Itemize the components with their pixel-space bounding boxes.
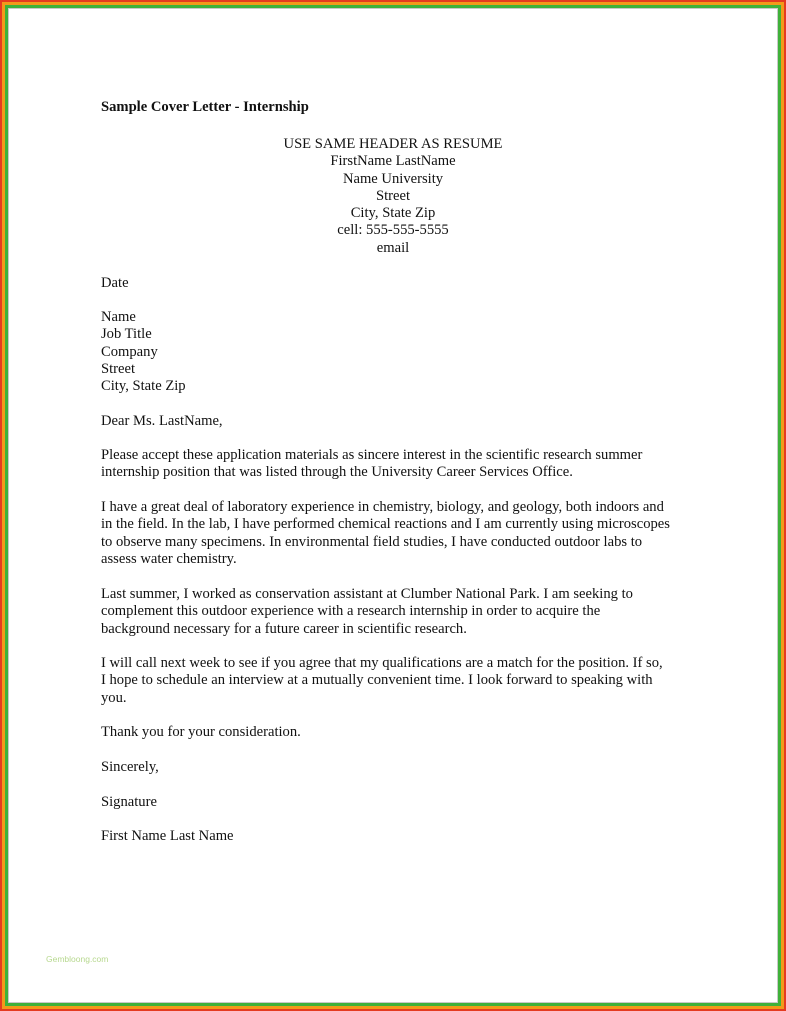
recipient-street: Street	[101, 360, 136, 377]
header-email: email	[376, 239, 410, 256]
letter-date: Date	[101, 275, 129, 291]
paragraph-2	[101, 499, 670, 568]
paragraph-4	[101, 655, 663, 707]
header-city: City, State Zip	[350, 205, 436, 222]
header-university: Name University	[342, 170, 444, 187]
paragraph-line: assess water chemistry.	[101, 550, 237, 567]
thanks-line: Thank you for your consideration.	[101, 724, 301, 740]
paragraph-line: Last summer, I worked as conservation assistant at Clumber National Park. I am seeking to	[101, 586, 633, 602]
paragraph-line: in the field. In the lab, I have performed chemical reactions and I am currently using microscopes	[101, 516, 670, 533]
paragraph-1	[101, 447, 642, 482]
recipient-company: Company	[101, 343, 158, 360]
paragraph-line: complement this outdoor experience with a research internship in order to acquire the	[101, 603, 601, 620]
signature: Signature	[101, 794, 157, 810]
paragraph-line: I hope to schedule an interview at a mutually convenient time. I look forward to speaking with	[101, 672, 653, 689]
paragraph-line: internship position that was listed through the University Career Services Office.	[101, 464, 573, 481]
header-cell: cell: 555-555-5555	[337, 222, 449, 239]
paragraph-line: I have a great deal of laboratory experience in chemistry, biology, and geology, both indoors and	[101, 499, 664, 515]
header-instruction: USE SAME HEADER AS RESUME	[283, 136, 503, 152]
paragraph-line: I will call next week to see if you agree that my qualifications are a match for the position. If so,	[101, 655, 663, 671]
recipient-name: Name	[101, 309, 136, 325]
signer-name: First Name Last Name	[101, 828, 234, 844]
paragraph-line: to observe many specimens. In environmental field studies, I have conducted outdoor labs to	[101, 533, 643, 550]
letter-title: Sample Cover Letter - Internship	[101, 99, 309, 115]
recipient-block	[101, 309, 186, 395]
paragraph-3	[101, 586, 633, 638]
paragraph-line: Please accept these application materials as sincere interest in the scientific research summer	[101, 447, 643, 463]
recipient-job-title: Job Title	[101, 326, 152, 343]
paragraph-line: you.	[101, 689, 127, 706]
cover-letter	[101, 99, 701, 844]
watermark-text: Gembloong.com	[46, 954, 109, 964]
recipient-city: City, State Zip	[101, 378, 186, 395]
paragraph-line: background necessary for a future career in scientific research.	[101, 620, 467, 637]
header-name: FirstName LastName	[330, 153, 456, 170]
letter-header	[101, 136, 685, 257]
salutation: Dear Ms. LastName,	[101, 413, 223, 429]
closing: Sincerely,	[101, 759, 159, 775]
header-street: Street	[375, 187, 411, 204]
